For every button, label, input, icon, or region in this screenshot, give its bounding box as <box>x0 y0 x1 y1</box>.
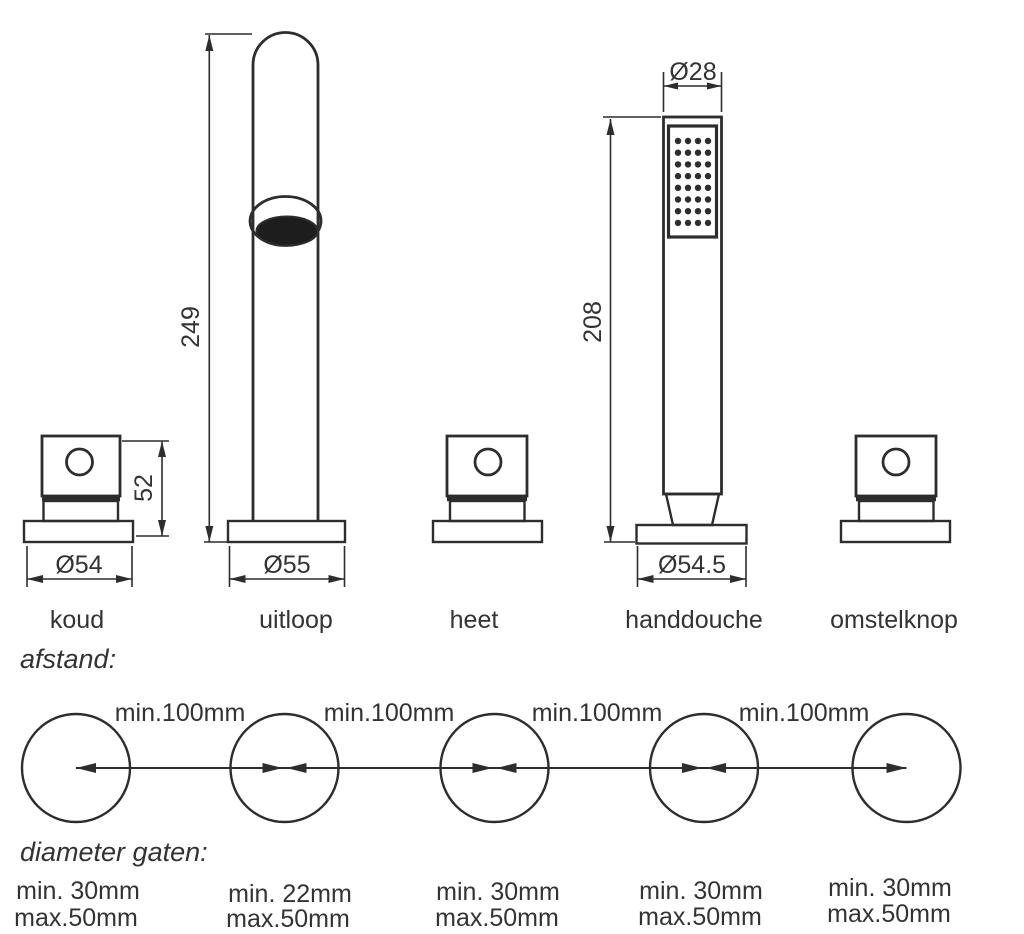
handdouche-height-value: 208 <box>579 301 607 343</box>
spacing-label-2: min.100mm <box>323 699 455 727</box>
spray-dot <box>675 220 681 226</box>
dimension-arrow-right <box>730 575 746 583</box>
uitloop-height-dimension <box>177 34 252 542</box>
handdouche-base-diameter-value: Ø54.5 <box>657 551 727 579</box>
dimension-arrow-right <box>329 575 345 583</box>
spray-dot <box>705 161 711 167</box>
hole-4-min: min. 30mm <box>639 877 763 905</box>
koud-handle-dot <box>67 449 93 475</box>
spacing-label-1: min.100mm <box>114 699 246 727</box>
hole-5-min: min. 30mm <box>828 874 952 902</box>
hole-4-max: max.50mm <box>638 903 762 929</box>
spray-dot <box>685 173 691 179</box>
spray-dots <box>675 138 711 226</box>
koud-height-value: 52 <box>130 474 158 502</box>
hole-5-max: max.50mm <box>827 900 951 928</box>
spray-dot <box>695 185 701 191</box>
spacing-label-4: min.100mm <box>738 699 870 727</box>
dimension-arrow-right <box>116 575 132 583</box>
koud-base-flange <box>24 521 133 542</box>
handdouche-base-diameter-dimension <box>638 546 747 587</box>
koud-label: koud <box>49 606 105 634</box>
heet-base-flange <box>433 521 542 542</box>
uitloop-height-value: 249 <box>177 306 205 348</box>
dimension-arrow-left <box>638 575 654 583</box>
hole-3-min: min. 30mm <box>436 878 560 906</box>
hole-4-diameter-text <box>638 877 763 929</box>
spacing-dimension-line <box>76 763 907 773</box>
spacing-label-3: min.100mm <box>531 699 663 727</box>
spray-dot <box>695 161 701 167</box>
spray-dot <box>675 138 681 144</box>
spray-dot <box>685 161 691 167</box>
dimension-arrow-up <box>205 35 213 51</box>
hole-3-diameter-text <box>435 878 560 929</box>
spray-dot <box>705 173 711 179</box>
spray-dot <box>695 196 701 202</box>
spray-dot <box>695 150 701 156</box>
spray-dot <box>675 185 681 191</box>
dimension-arrow-left <box>230 575 246 583</box>
spray-dot <box>705 185 711 191</box>
spacing-section <box>20 644 961 822</box>
dimension-arrow-down <box>205 526 213 542</box>
handdouche-neck-taper <box>666 494 719 525</box>
spray-dot <box>685 220 691 226</box>
dimension-arrow-left <box>27 575 43 583</box>
omstelknop-label: omstelknop <box>830 606 958 634</box>
handdouche-head-diameter-value: Ø28 <box>669 58 717 86</box>
spray-dot <box>705 150 711 156</box>
heet-label: heet <box>449 606 499 634</box>
dimension-arrow-up <box>158 441 166 457</box>
heet-neck <box>450 501 525 521</box>
omstelknop-drawing <box>830 436 958 634</box>
hole-diameter-section <box>14 837 952 929</box>
hole-1-diameter-text <box>14 877 140 929</box>
handdouche-label: handdouche <box>625 606 763 634</box>
spray-dot <box>685 138 691 144</box>
dimension-arrow-down <box>158 520 166 536</box>
handdouche-head-diameter-dimension <box>664 58 722 112</box>
koud-base-diameter-dimension <box>27 546 132 587</box>
spray-dot <box>685 150 691 156</box>
omstelknop-base-flange <box>841 521 950 542</box>
handdouche-height-dimension <box>579 117 661 542</box>
koud-base-diameter-value: Ø54 <box>55 551 103 579</box>
uitloop-drawing <box>177 33 345 635</box>
heet-handle-body <box>447 436 527 496</box>
omstelknop-neck <box>859 501 934 521</box>
uitloop-base-flange <box>228 521 345 542</box>
dimension-arrow-down <box>607 526 615 542</box>
handdouche-body <box>664 117 722 494</box>
spray-dot <box>705 220 711 226</box>
heet-drawing <box>433 436 542 634</box>
spray-dot <box>695 220 701 226</box>
uitloop-body <box>253 33 318 522</box>
hole-2-min: min. 22mm <box>228 880 352 908</box>
spray-dot <box>685 208 691 214</box>
hole-diameter-heading: diameter gaten: <box>20 837 208 867</box>
dimension-arrow-up <box>607 119 615 135</box>
koud-drawing <box>24 436 169 634</box>
uitloop-spout-opening <box>257 217 318 246</box>
hole-2-max: max.50mm <box>226 905 350 929</box>
koud-handle-body <box>42 436 120 496</box>
handdouche-base-flange <box>637 525 747 544</box>
spray-dot <box>705 138 711 144</box>
spray-dot <box>695 208 701 214</box>
spray-dot <box>685 185 691 191</box>
spray-dot <box>685 196 691 202</box>
spray-dot <box>675 150 681 156</box>
hole-5-diameter-text <box>827 874 952 928</box>
spray-dot <box>705 196 711 202</box>
spray-dot <box>675 161 681 167</box>
uitloop-base-diameter-dimension <box>230 546 345 587</box>
omstelknop-handle-dot <box>883 449 909 475</box>
koud-neck <box>44 501 119 521</box>
hole-1-max: max.50mm <box>14 904 138 929</box>
hole-1-min: min. 30mm <box>16 877 140 905</box>
spray-dot <box>705 208 711 214</box>
heet-handle-dot <box>475 449 501 475</box>
hole-2-diameter-text <box>226 880 352 929</box>
uitloop-label: uitloop <box>259 606 333 634</box>
spray-dot <box>675 208 681 214</box>
spacing-heading: afstand: <box>20 644 117 674</box>
handdouche-drawing <box>579 58 763 634</box>
spray-dot <box>675 196 681 202</box>
spray-dot <box>675 173 681 179</box>
uitloop-base-diameter-value: Ø55 <box>263 551 311 579</box>
spray-dot <box>695 138 701 144</box>
spray-dot <box>695 173 701 179</box>
hole-3-max: max.50mm <box>435 904 559 929</box>
omstelknop-handle-body <box>856 436 936 496</box>
